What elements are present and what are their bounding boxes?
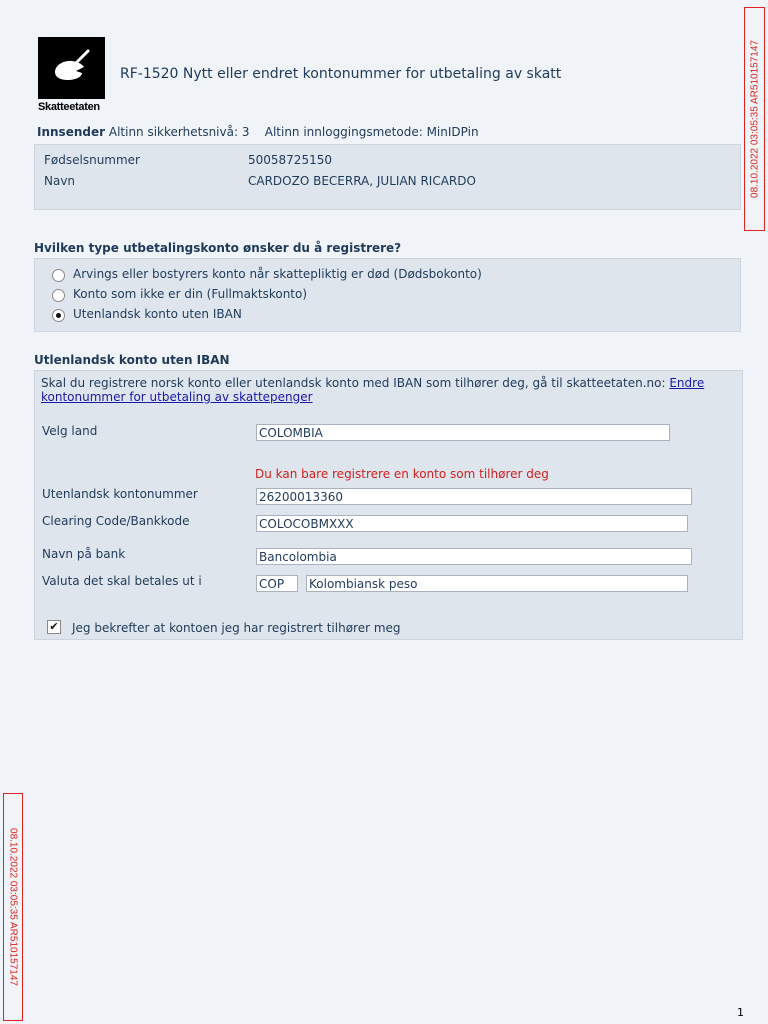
account-number-field[interactable]: 26200013360	[256, 488, 692, 505]
radio-proxy-account[interactable]	[52, 289, 65, 302]
radio-proxy-account-label: Konto som ikke er din (Fullmaktskonto)	[73, 287, 308, 301]
archive-stamp-left: 08.10.2022 03:05:35 AR510157147	[3, 793, 23, 1021]
birth-number-label: Fødselsnummer	[44, 153, 140, 167]
foreign-account-heading: Utlenlandsk konto uten IBAN	[34, 353, 230, 367]
currency-name-field[interactable]: Kolombiansk peso	[306, 575, 688, 592]
security-level: Altinn sikkerhetsnivå: 3	[108, 125, 250, 139]
currency-code-field[interactable]: COP	[256, 575, 298, 592]
page-title: RF-1520 Nytt eller endret kontonummer for utbetaling av skatt	[120, 66, 562, 82]
change-account-link[interactable]: Endre kontonummer for utbetaling av skattepenger	[41, 376, 705, 404]
currency-label: Valuta det skal betales ut i	[42, 574, 202, 588]
account-type-question: Hvilken type utbetalingskonto ønsker du å registrere?	[34, 241, 402, 255]
confirm-checkbox[interactable]: ✔	[47, 620, 61, 634]
country-label: Velg land	[42, 424, 98, 438]
country-field[interactable]: COLOMBIA	[256, 424, 670, 441]
birth-number-value: 50058725150	[248, 153, 332, 167]
radio-foreign-account[interactable]	[52, 309, 65, 322]
foreign-account-info: Skal du registrere norsk konto eller utenlandsk konto med IBAN som tilhører deg, gå til skatteetaten.no: Endre kontonummer for utbetaling av skattepenger	[41, 376, 705, 404]
page-number: 1	[737, 1006, 744, 1019]
foreign-account-box	[34, 370, 743, 640]
sender-label: Innsender	[37, 125, 106, 139]
logo-text: Skatteetaten	[38, 101, 100, 113]
sender-line	[37, 125, 479, 139]
clearing-code-label: Clearing Code/Bankkode	[42, 514, 190, 528]
login-method: Altinn innloggingsmetode: MinIDPin	[264, 125, 479, 139]
radio-estate-account[interactable]	[52, 269, 65, 282]
bank-name-field[interactable]: Bancolombia	[256, 548, 692, 565]
account-number-label: Utenlandsk kontonummer	[42, 487, 198, 501]
skatteetaten-logo	[38, 37, 105, 99]
bank-name-label: Navn på bank	[42, 547, 126, 561]
radio-foreign-account-label: Utenlandsk konto uten IBAN	[73, 307, 242, 321]
logo-icon	[38, 37, 105, 99]
name-value: CARDOZO BECERRA, JULIAN RICARDO	[248, 174, 476, 188]
radio-estate-account-label: Arvings eller bostyrers konto når skattepliktig er død (Dødsbokonto)	[73, 267, 482, 281]
name-label: Navn	[44, 174, 76, 188]
ownership-error: Du kan bare registrere en konto som tilhører deg	[255, 467, 549, 481]
confirm-label: Jeg bekrefter at kontoen jeg har registrert tilhører meg	[72, 621, 401, 635]
clearing-code-field[interactable]: COLOCOBMXXX	[256, 515, 688, 532]
archive-stamp-right: 08.10.2022 03:05:35 AR510157147	[744, 7, 765, 231]
